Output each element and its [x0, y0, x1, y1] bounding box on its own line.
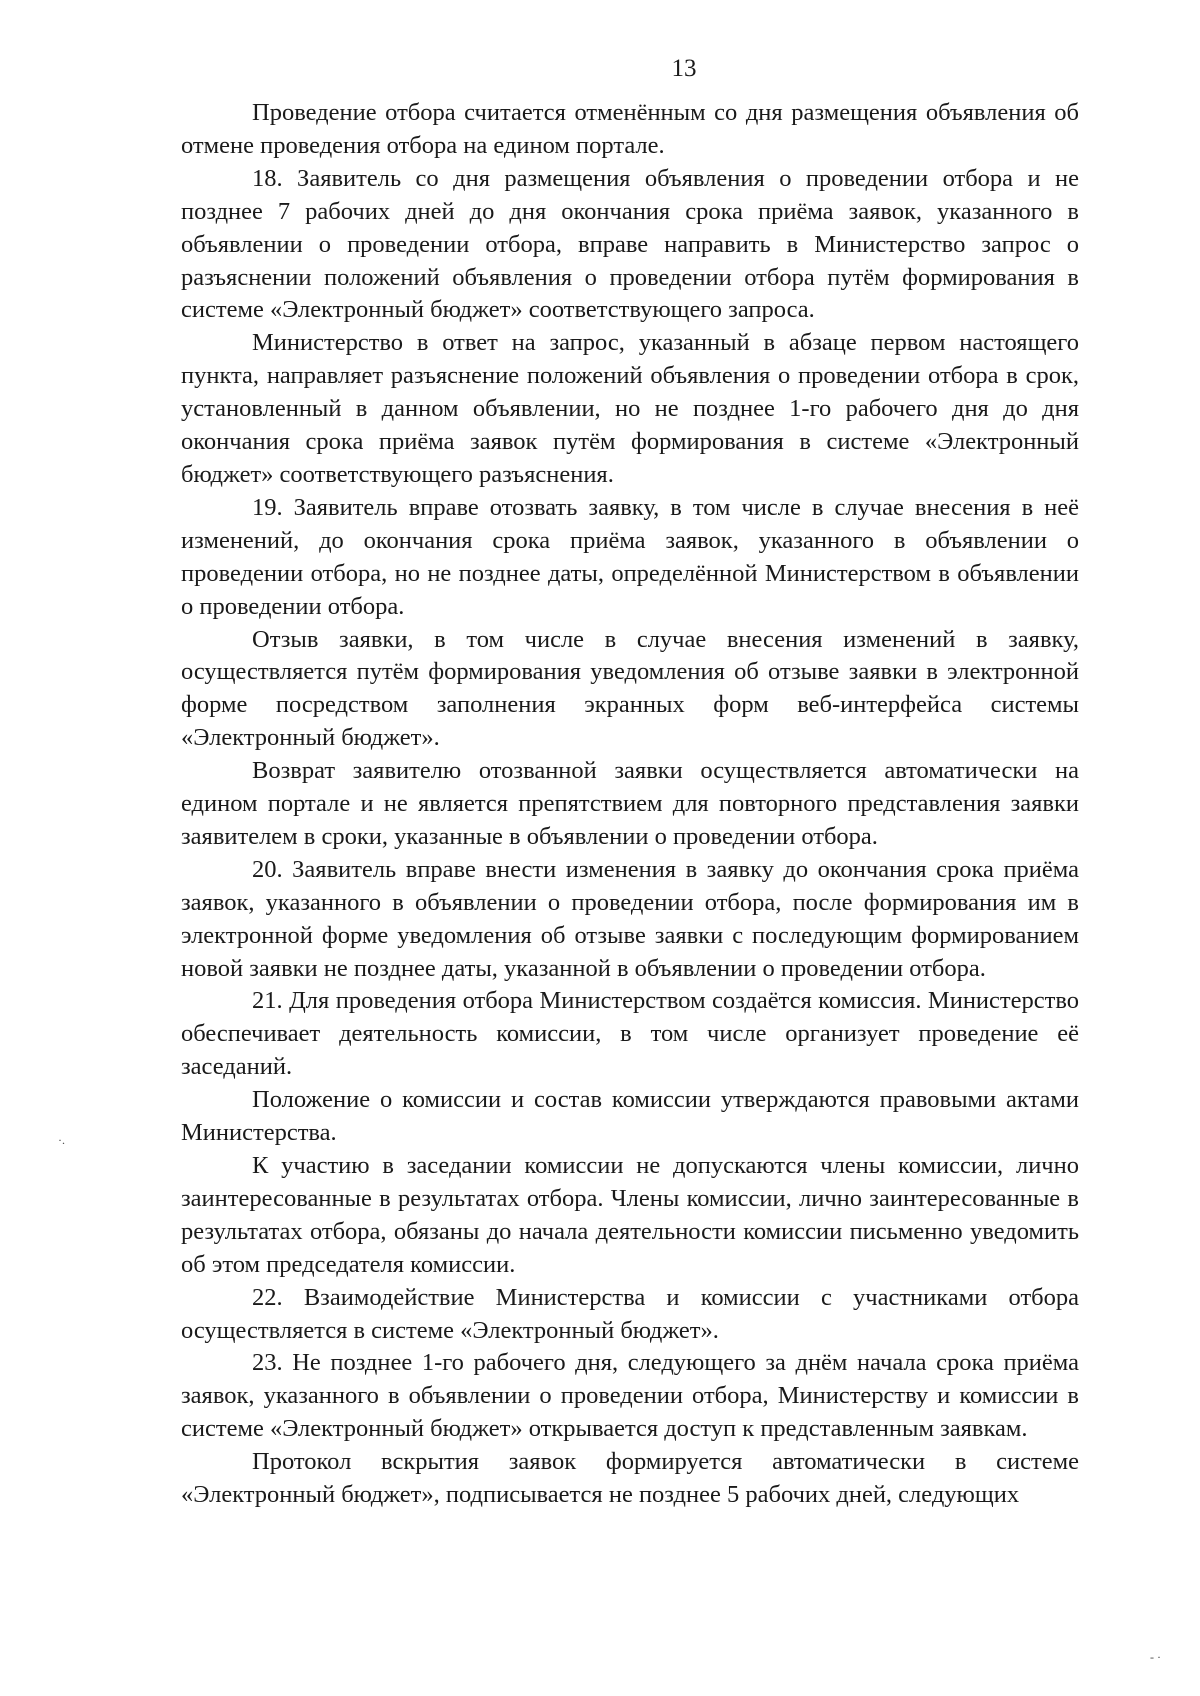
paragraph-opening-protocol: Протокол вскрытия заявок формируется автоматически в системе «Электронный бюджет», подписывается не позднее 5 рабочих дней, следующих: [181, 1448, 1079, 1509]
page-number: 13: [671, 55, 697, 82]
paragraph-commission-regulation: Положение о комиссии и состав комиссии утверждаются правовыми актами Министерства.: [181, 1086, 1079, 1147]
document-body: [181, 97, 1079, 1512]
scan-speck-bottom-right: - ·: [1150, 1650, 1161, 1664]
paragraph-item-20: 20. Заявитель вправе внести изменения в заявку до окончания срока приёма заявок, указанного в объявлении о проведении отбора, после формирования им в электронной форме уведомления об отзыве заявки с последующим формированием новой заявки не позднее даты, указанной в объявлении о проведении отбора.: [181, 855, 1079, 982]
scan-speck-left: ·.: [58, 1133, 65, 1147]
paragraph-item-23: 23. Не позднее 1-го рабочего дня, следующего за днём начала срока приёма заявок, указанного в объявлении о проведении отбора, Министерству и комиссии в системе «Электронный бюджет» открывается доступ к представленным заявкам.: [181, 1349, 1079, 1443]
paragraph-commission-members: К участию в заседании комиссии не допускаются члены комиссии, лично заинтересованные в результатах отбора. Члены комиссии, лично заинтересованные в результатах отбора, обязаны до начала деятельности комиссии письменно уведомить об этом председателя комиссии.: [181, 1152, 1079, 1278]
paragraph-item-22: 22. Взаимодействие Министерства и комиссии с участниками отбора осуществляется в системе «Электронный бюджет».: [181, 1283, 1079, 1344]
paragraph-item-19: 19. Заявитель вправе отозвать заявку, в том числе в случае внесения в неё изменений, до окончания срока приёма заявок, указанного в объявлении о проведении отбора, но не позднее даты, определённой Министерством в объявлении о проведении отбора.: [181, 493, 1079, 620]
paragraph-item-18: 18. Заявитель со дня размещения объявления о проведении отбора и не позднее 7 рабочих дней до дня окончания срока приёма заявок, указанного в объявлении о проведении отбора, вправе направить в Министерство запрос о разъяснении положений объявления о проведении отбора путём формирования в системе «Электронный бюджет» соответствующего запроса.: [181, 164, 1079, 324]
paragraph-cancellation: Проведение отбора считается отменённым со дня размещения объявления об отмене проведения отбора на едином портале.: [181, 99, 1079, 159]
paragraph-withdrawal: Отзыв заявки, в том числе в случае внесения изменений в заявку, осуществляется путём формирования уведомления об отзыве заявки в электронной форме посредством заполнения экранных форм веб-интерфейса системы «Электронный бюджет».: [181, 625, 1079, 752]
paragraph-item-21: 21. Для проведения отбора Министерством создаётся комиссия. Министерство обеспечивает деятельность комиссии, в том числе организует проведение её заседаний.: [181, 987, 1079, 1081]
paragraph-ministry-response: Министерство в ответ на запрос, указанный в абзаце первом настоящего пункта, направляет разъяснение положений объявления о проведении отбора в срок, установленный в данном объявлении, но не позднее 1-го рабочего дня до дня окончания срока приёма заявок путём формирования в системе «Электронный бюджет» соответствующего разъяснения.: [181, 329, 1079, 488]
paragraph-return: Возврат заявителю отозванной заявки осуществляется автоматически на едином портале и не является препятствием для повторного представления заявки заявителем в сроки, указанные в объявлении о проведении отбора.: [181, 757, 1079, 850]
